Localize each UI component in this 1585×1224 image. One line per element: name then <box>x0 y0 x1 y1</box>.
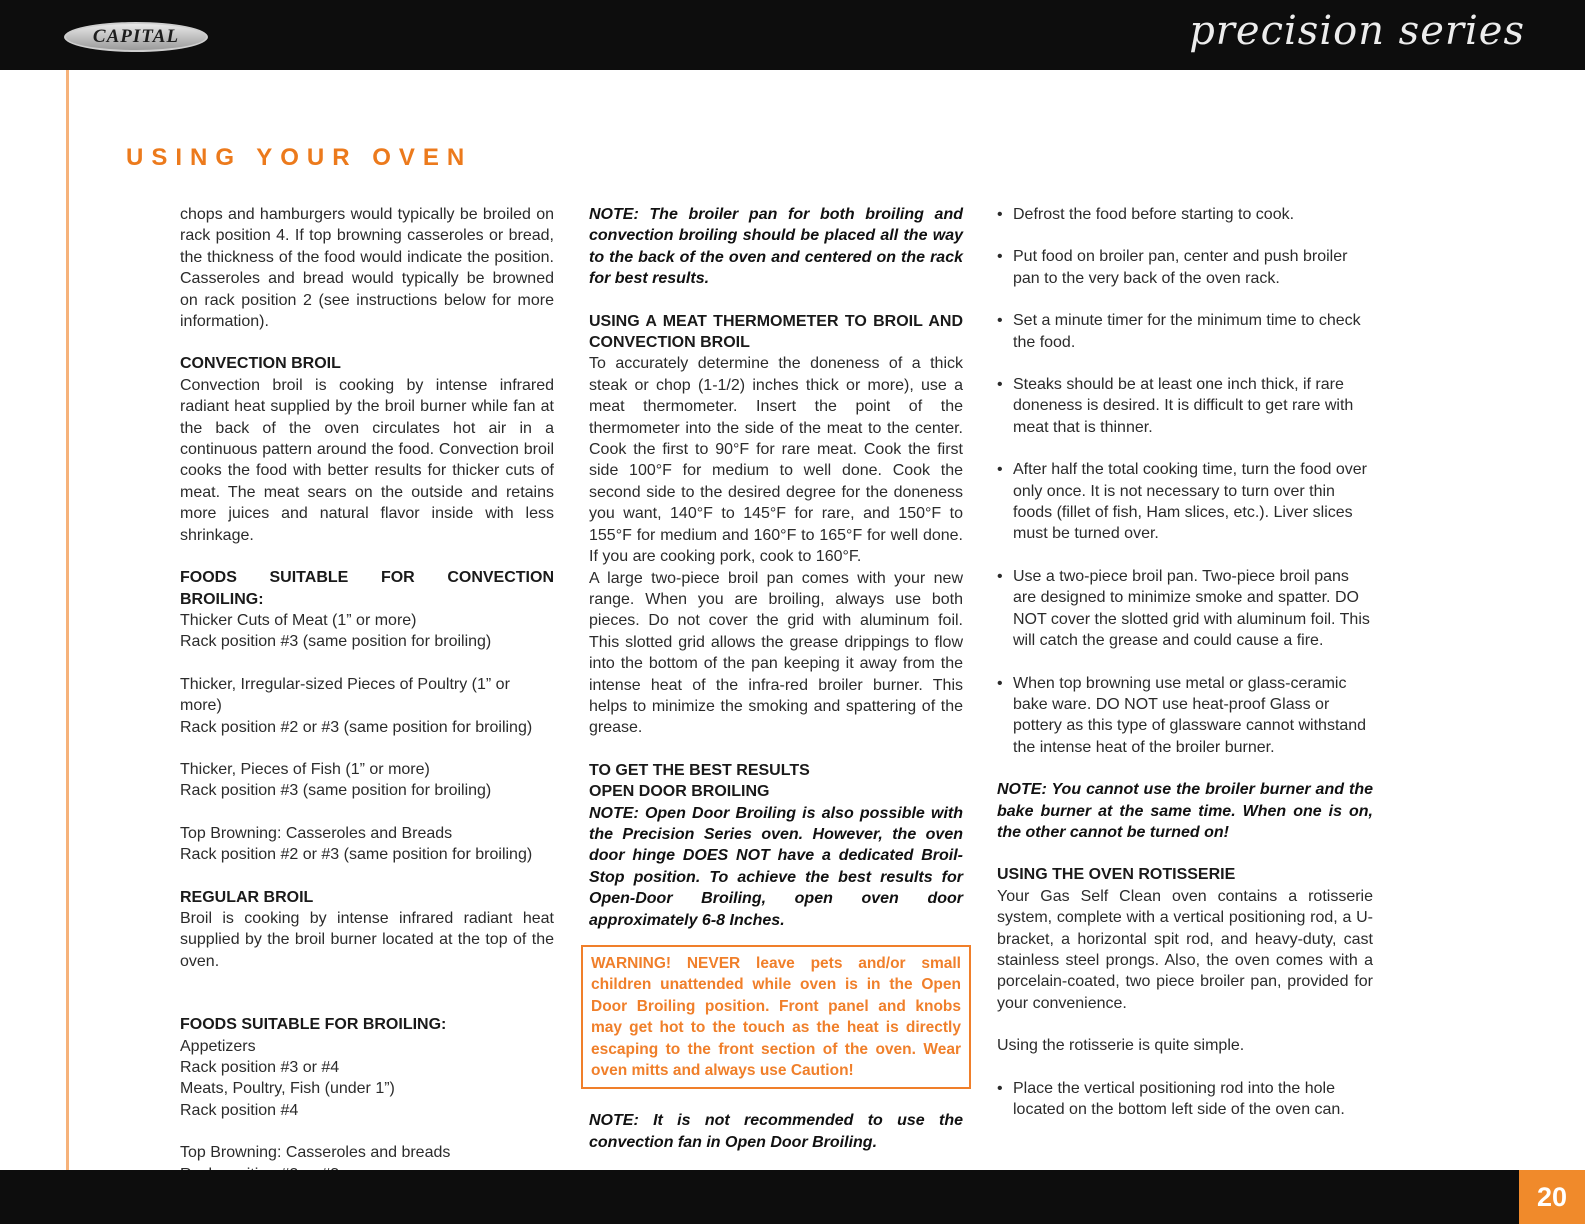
burner-note: NOTE: You cannot use the broiler burner and the bake burner at the same time. When one is on, the other cannot be turned on! <box>997 781 1373 841</box>
rotisserie-bullet: • Place the vertical positioning rod into the hole located on the bottom left side of the oven can. <box>997 1078 1373 1121</box>
capital-logo <box>64 22 208 52</box>
foods-broil-line: Top Browning: Casseroles and breads <box>180 1144 451 1162</box>
header-bar <box>0 0 1585 70</box>
convection-fan-note: NOTE: It is not recommended to use the convection fan in Open Door Broiling. <box>589 1112 963 1151</box>
foods-broil-heading: FOODS SUITABLE FOR BROILING: <box>180 1016 447 1034</box>
thermometer-text: To accurately determine the doneness of a thick steak or chop (1-1/2) inches thick or more), use a meat thermometer. Insert the point of the thermometer into the side of the meat to the center. Cook the first to 90°F for rare meat. Cook the first side 100°F for medium to well done. Cook the second side to the desired degree for the doneness you want, 140°F to 145°F for rare, and 150°F to 155°F for medium and 160°F to 165°F for well done. If you are cooking pork, cook to 160°F. <box>589 355 963 566</box>
thermometer-heading: USING A MEAT THERMOMETER TO BROIL AND CONVECTION BROIL <box>589 312 963 352</box>
logo-text: CAPITAL <box>92 26 180 47</box>
convection-broil-heading: CONVECTION BROIL <box>180 355 341 373</box>
open-door-note: NOTE: Open Door Broiling is also possible with the Precision Series oven. However, the oven door hinge DOES NOT have a dedicated Broil-Stop position. To achieve the best results for Open-Door Broiling, open oven door approximately 6-8 Inches. <box>589 804 963 929</box>
page-number: 20 <box>1519 1170 1585 1224</box>
tip-bullet: • Put food on broiler pan, center and push broiler pan to the very back of the oven rack. <box>997 246 1373 289</box>
column-3 <box>997 204 1373 1120</box>
open-door-heading: OPEN DOOR BROILING <box>589 783 770 801</box>
rotisserie-text: Your Gas Self Clean oven contains a rotisserie system, complete with a vertical positioning rod, a U-bracket, a horizontal spit rod, and heavy-duty, cast stainless steel prongs. Also, the oven comes with a porcelain-coated, two piece broiler pan, provided for your convenience. <box>997 887 1373 1012</box>
best-results-heading: TO GET THE BEST RESULTS <box>589 761 810 779</box>
tip-bullet: • Use a two-piece broil pan. Two-piece broil pans are designed to minimize smoke and spatter. DO NOT cover the slotted grid with aluminum foil. This will catch the grease and could cause a fire. <box>997 566 1373 652</box>
column-1 <box>180 204 554 1185</box>
foods-conv-line: Top Browning: Casseroles and Breads <box>180 824 453 842</box>
foods-conv-line: Rack position #2 or #3 (same position for broiling) <box>180 718 533 736</box>
footer-bar <box>0 1170 1585 1224</box>
foods-conv-line: Rack position #3 (same position for broiling) <box>180 633 492 651</box>
column-2 <box>589 204 963 1153</box>
broil-pan-text: A large two-piece broil pan comes with your new range. When you are broiling, always use both pieces. Do not cover the grid with aluminum foil. This slotted grid allows the grease drippings to flow into the bottom of the pan keeping it away from the intense heat of the infra-red broiler burner. This helps to minimize the smoking and spattering of the grease. <box>589 569 963 737</box>
regular-broil-text: Broil is cooking by intense infrared radiant heat supplied by the broil burner located at the top of the oven. <box>180 909 554 970</box>
rotisserie-simple: Using the rotisserie is quite simple. <box>997 1037 1245 1055</box>
tip-bullet: • When top browning use metal or glass-ceramic bake ware. DO NOT use heat-proof Glass or pottery as this type of glassware cannot withstand the intense heat of the broiler burner. <box>997 673 1373 759</box>
foods-broil-line: Meats, Poultry, Fish (under 1”) <box>180 1080 395 1098</box>
tip-bullet: • Set a minute timer for the minimum time to check the food. <box>997 310 1373 353</box>
foods-broil-line: Appetizers <box>180 1037 256 1055</box>
foods-conv-line: Thicker, Irregular-sized Pieces of Poultry (1” or more) <box>180 675 510 715</box>
broiler-pan-note: NOTE: The broiler pan for both broiling and convection broiling should be placed all the way to the back of the oven and centered on the rack for best results. <box>589 206 963 288</box>
rotisserie-heading: USING THE OVEN ROTISSERIE <box>997 866 1236 884</box>
tip-bullet: • After half the total cooking time, turn the food over only once. It is not necessary to turn over thin foods (fillet of fish, Ham slices, etc.). Liver slices must be turned over. <box>997 459 1373 545</box>
foods-broil-line: Rack position #3 or #4 <box>180 1059 340 1076</box>
convection-broil-text: Convection broil is cooking by intense infrared radiant heat supplied by the broil burner while fan at the back of the oven circulates hot air in a continuous pattern around the food. Convection broil cooks the food with better results for thicker cuts of meat. The meat sears on the outside and retains more juices and natural flavor inside with less shrinkage. <box>180 376 554 544</box>
foods-conv-line: Rack position #2 or #3 (same position for broiling) <box>180 846 533 864</box>
warning-box: WARNING! NEVER leave pets and/or small children unattended while oven is in the Open Door Broiling position. Front panel and knobs may get hot to the touch as the heat is directly escaping to the front section of the oven. Wear oven mitts and always use Caution! <box>581 945 971 1089</box>
intro-paragraph: chops and hamburgers would typically be broiled on rack position 4. If top browning casseroles or bread, the thickness of the food would indicate the position. Casseroles and bread would typically be browned on rack position 2 (see instructions below for more information). <box>180 206 554 331</box>
foods-broil-line: Rack position #4 <box>180 1101 299 1119</box>
series-title: precision series <box>1189 8 1525 54</box>
tip-bullet: • Steaks should be at least one inch thick, if rare doneness is desired. It is difficult to get rare with meat that is thinner. <box>997 374 1373 438</box>
left-rule <box>66 70 69 1180</box>
regular-broil-heading: REGULAR BROIL <box>180 888 314 906</box>
foods-convection-heading: FOODS SUITABLE FOR CONVECTION BROILING: <box>180 569 554 608</box>
page-heading: USING YOUR OVEN <box>126 144 473 171</box>
tip-bullet: • Defrost the food before starting to cook. <box>997 204 1373 225</box>
foods-conv-line: Rack position #3 (same position for broiling) <box>180 782 492 800</box>
foods-conv-line: Thicker Cuts of Meat (1” or more) <box>180 611 417 629</box>
foods-conv-line: Thicker, Pieces of Fish (1” or more) <box>180 760 430 778</box>
